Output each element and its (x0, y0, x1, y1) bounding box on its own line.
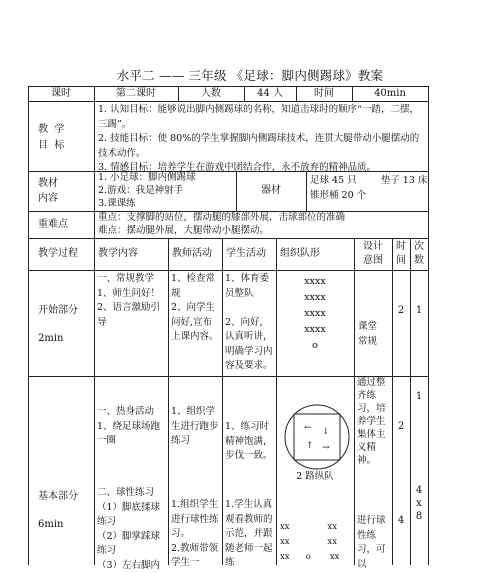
basic-design-skill: 进行球性练习，可以 (357, 515, 386, 570)
rule (28, 101, 428, 102)
basic-time-skill: 4 (397, 515, 405, 526)
goals-label: 教 学 目 标 (38, 124, 65, 151)
time-label: 时间 (314, 88, 334, 99)
basic-times-warmup: 1 (415, 391, 423, 402)
formation-rows: xx xx xx xx xx o xx (280, 522, 340, 562)
opening-content: 一、常规教学 1、师生问好！ 2、语言激励引导 (97, 273, 161, 328)
opening-design: 课堂 常规 (358, 321, 378, 347)
basic-times-skill: 4 x 8 (415, 485, 423, 522)
basic-teacher-warmup: 1、组织学生进行跑步练习 (171, 406, 219, 446)
content-text: 1. 小足球：脚内侧踢球 2.游戏：我是神射手 3.课课练 (98, 172, 196, 209)
basic-teacher-skill: 1.组织学生进行球性练习。 2.教师带领学生一 (171, 499, 219, 568)
svg-text:↓: ↓ (322, 427, 330, 437)
student-header: 学生活动 (226, 248, 266, 259)
basic-stage: 基本部分 6min (38, 491, 78, 530)
equipment-text: 足球 45 只 垫子 13 床 锥形桶 20 个 (310, 175, 428, 201)
people-label: 人数 (201, 88, 221, 99)
rule (28, 270, 428, 271)
times-header: 次 数 (414, 241, 424, 266)
basic-content-warmup: 一、热身活动 1、绕足球场跑一圈 (97, 406, 161, 446)
class-label: 课时 (51, 88, 71, 99)
basic-student-skill: 1.学生认真观看教师的示范，并跟随老师一起练 (225, 499, 273, 568)
design-header: 设计 意图 (363, 241, 383, 266)
page-title: 水平二 —— 三年级 《足球：脚内侧踢球》教案 (116, 68, 384, 83)
opening-student: 1、体育委员整队 2、向好，认真听讲，明确学习内容及要求。 (225, 273, 273, 371)
formation-header: 组织队形 (280, 248, 320, 259)
rule (354, 238, 355, 565)
svg-text:←: ← (304, 423, 312, 433)
content-header: 教学内容 (98, 248, 138, 259)
key-points-label: 重难点 (38, 219, 68, 230)
formation-caption: 2 路纵队 (296, 471, 334, 482)
class-value: 第二课时 (116, 88, 156, 99)
process-header: 教学过程 (38, 248, 78, 259)
basic-time-warmup: 2 (397, 421, 405, 432)
rule (168, 238, 169, 565)
rule (306, 171, 307, 211)
rule (28, 238, 428, 239)
opening-stage: 开始部分 2min (38, 305, 78, 344)
rule (428, 86, 429, 565)
time-value: 40min (374, 88, 406, 99)
opening-teacher: 1、检查常规 2、向学生问好,宣布上课内容。 (171, 273, 219, 342)
time-header: 时 间 (396, 241, 406, 266)
svg-text:↑: ↑ (306, 441, 314, 451)
rule (28, 86, 29, 565)
basic-content-skill: 二、球性练习 （1）脚底揉球练习 （2）脚掌踩球练习 （3）左右脚内 (97, 487, 161, 571)
teacher-header: 教师活动 (172, 248, 212, 259)
rule (222, 238, 223, 565)
key-points-text: 重点：支撑脚的站位，摆动腿的膝部外展，击球部位的准确 难点：摆动腿外展，大腿带动小腿摆动。 (98, 212, 346, 236)
basic-student-warmup: 1、练习时精神饱满，步伐一致。 (225, 421, 273, 461)
opening-time: 2 (397, 305, 405, 316)
basic-design-warmup: 通过整齐练习，培养学生集体主义精神。 (357, 377, 386, 466)
content-label: 教材 内容 (38, 178, 58, 204)
opening-formation: xxxx xxxx xxxx xxxx o (304, 276, 326, 351)
goals-text: 1. 认知目标：能够说出脚内侧踢球的名称，知道击球时的顺序“一踏，二摆，三踢”。 2. 技能目标：使 80%的学生掌握脚内侧踢球技术，连贯大腿带动小腿摆动的技术动作。 3. 情感目标：培养学生在游戏中团结合作，永不放弃的精神品质。 (98, 104, 420, 173)
equipment-label: 器材 (261, 185, 281, 196)
people-value: 44 人 (257, 88, 283, 99)
rule (94, 86, 95, 565)
running-track-diagram (282, 402, 352, 472)
opening-times: 1 (415, 305, 423, 316)
svg-text:→: → (322, 443, 330, 453)
